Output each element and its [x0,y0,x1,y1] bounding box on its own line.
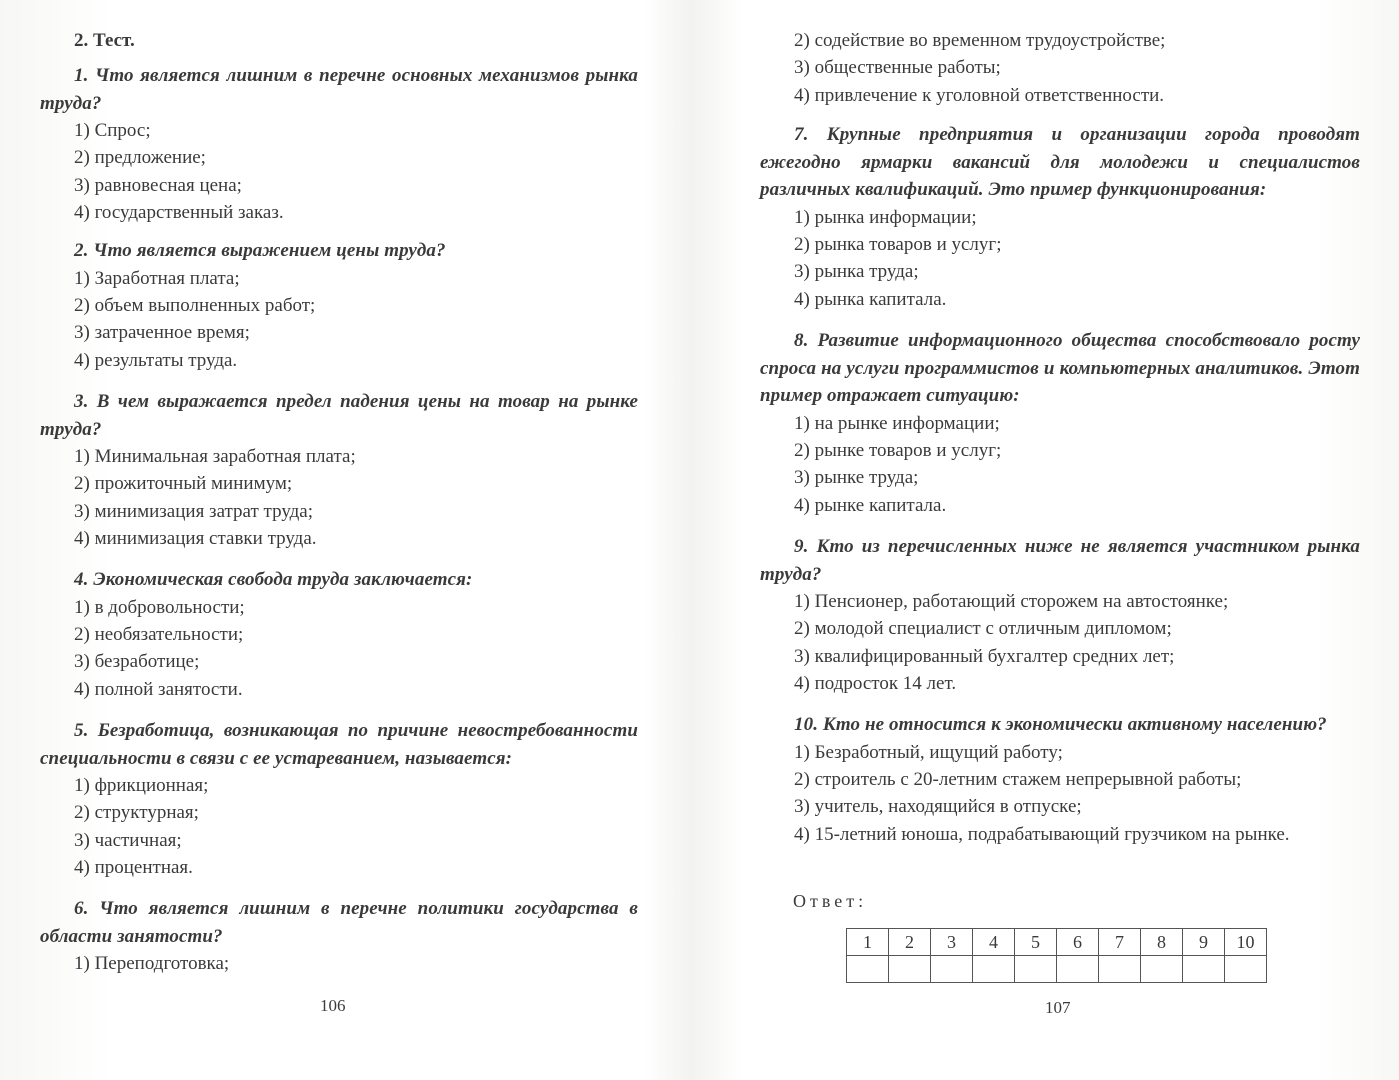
option: 2) предложение; [74,147,206,169]
answer-table-header: 2 [889,929,931,956]
answer-table-header: 3 [931,929,973,956]
answer-table-header: 6 [1057,929,1099,956]
option: 3) учитель, находящийся в отпуске; [794,796,1082,818]
option: 2) структурная; [74,802,199,824]
option: 2) рынке товаров и услуг; [794,439,1002,461]
answer-table [846,928,1267,983]
answer-cell [1057,956,1099,983]
section-heading: 2. Тест. [74,30,135,51]
option: 4) рынке капитала. [794,494,947,516]
question-6-continued [760,27,1360,109]
answer-cell [847,956,889,983]
answer-cell [1225,956,1267,983]
option: 3) рынка труда; [794,261,919,283]
answer-table-header: 10 [1225,929,1267,956]
option: 3) затраченное время; [74,322,250,344]
question-9 [760,533,1360,698]
option: 4) процентная. [74,857,193,879]
left-page [40,0,638,1080]
answer-table-header-row [847,929,1267,956]
option: 3) рынке труда; [794,467,919,489]
option: 2) рынка товаров и услуг; [794,233,1002,255]
right-page [760,0,1360,1080]
option: 4) минимизация ставки труда. [74,528,317,550]
option: 4) результаты труда. [74,349,238,371]
answer-table-header: 7 [1099,929,1141,956]
option: 1) Безработный, ищущий работу; [794,741,1063,763]
option: 1) фрикционная; [74,775,209,796]
answer-cell [1183,956,1225,983]
question-3 [40,388,638,553]
option: 2) объем выполненных работ; [74,294,316,316]
option: 4) подросток 14 лет. [794,673,957,695]
option: 4) рынка капитала. [794,288,947,310]
answer-cell [1099,956,1141,983]
option: 4) 15-летний юноша, подрабатывающий грузчиком на рынке. [794,823,1290,845]
option: 3) равновесная цена; [74,174,242,196]
question-text: 3. В чем выражается предел падения цены на товар на рынке труда? [40,391,638,440]
question-text: 9. Кто из перечисленных ниже не является участником рынка труда? [760,536,1360,585]
option: 2) молодой специалист с отличным дипломом; [794,618,1172,640]
option: 2) строитель с 20-летним стажем непрерывной работы; [794,768,1242,790]
question-5 [40,717,638,882]
option: 3) квалифицированный бухгалтер средних лет; [794,645,1175,667]
answer-cell [931,956,973,983]
question-10 [760,711,1360,848]
answer-label: Ответ: [793,891,868,911]
option: 1) Переподготовка; [74,953,230,974]
question-text: 8. Развитие информационного общества способствовало росту спроса на услуги программистов и компьютерных аналитиков. Этот пример отражает ситуацию: [760,330,1360,406]
option: 2) необязательности; [74,623,244,645]
question-4 [40,566,638,703]
question-text: 10. Кто не относится к экономически активному населению? [794,714,1327,735]
answer-cell [1141,956,1183,983]
option: 2) прожиточный минимум; [74,473,293,495]
option: 1) Пенсионер, работающий сторожем на автостоянке; [794,591,1229,612]
option: 4) привлечение к уголовной ответственности. [794,84,1165,106]
option: 1) Заработная плата; [74,267,240,289]
answer-table-header: 1 [847,929,889,956]
question-text: 2. Что является выражением цены труда? [74,240,446,261]
answer-table-blank-row [847,956,1267,983]
option: 4) государственный заказ. [74,202,284,224]
question-text: 6. Что является лишним в перечне политики государства в области занятости? [40,898,638,947]
question-8 [760,327,1360,519]
answer-table-header: 9 [1183,929,1225,956]
question-text: 1. Что является лишним в перечне основных механизмов рынка труда? [40,65,638,114]
option: 2) содействие во временном трудоустройстве; [794,30,1166,51]
option: 3) минимизация затрат труда; [74,500,314,522]
question-2 [40,237,638,374]
option: 1) Минимальная заработная плата; [74,446,356,467]
option: 1) рынка информации; [794,206,977,228]
page-number: 106 [320,996,346,1015]
question-text: 7. Крупные предприятия и организации города проводят ежегодно ярмарки вакансий для молодежи и специалистов различных квалификаций. Это пример функционирования: [760,124,1360,200]
option: 3) общественные работы; [794,57,1001,79]
question-text: 4. Экономическая свобода труда заключается: [74,569,473,590]
option: 1) в добровольности; [74,596,245,618]
answer-cell [889,956,931,983]
answer-table-header: 5 [1015,929,1057,956]
question-text: 5. Безработица, возникающая по причине невостребованности специальности в связи с ее устареванием, называется: [40,720,638,769]
option: 3) безработице; [74,651,200,673]
answer-cell [1015,956,1057,983]
option: 1) на рынке информации; [794,412,1000,434]
question-6 [40,895,638,977]
answer-table-header: 4 [973,929,1015,956]
page-number: 107 [1045,998,1071,1017]
option: 3) частичная; [74,829,182,851]
option: 1) Спрос; [74,120,151,141]
option: 4) полной занятости. [74,678,243,700]
answer-cell [973,956,1015,983]
question-7 [760,121,1360,313]
answer-table-header: 8 [1141,929,1183,956]
question-1 [40,62,638,227]
